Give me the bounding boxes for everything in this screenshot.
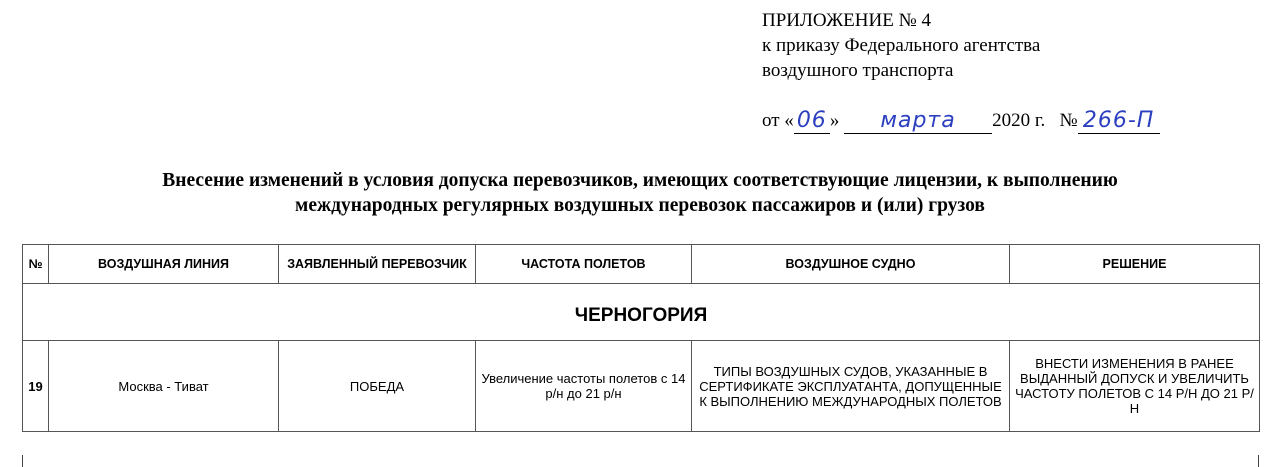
handwritten-month: марта bbox=[844, 111, 992, 134]
title-line-2: международных регулярных воздушных перевозок пассажиров и (или) грузов bbox=[295, 195, 985, 216]
date-prefix: от « bbox=[762, 110, 794, 131]
header-decision: РЕШЕНИЕ bbox=[1010, 245, 1260, 284]
permits-table bbox=[22, 244, 1260, 432]
row-decision: ВНЕСТИ ИЗМЕНЕНИЯ В РАНЕЕ ВЫДАННЫЙ ДОПУСК И УВЕЛИЧИТЬ ЧАСТОТУ ПОЛЕТОВ С 14 Р/Н ДО 21 Р/Н bbox=[1010, 341, 1260, 432]
order-date-line bbox=[762, 108, 1160, 134]
row-route: Москва - Тиват bbox=[49, 341, 279, 432]
appendix-order-line: к приказу Федерального агентства bbox=[762, 35, 1041, 56]
left-margin-tick bbox=[22, 455, 23, 467]
header-aircraft: ВОЗДУШНОЕ СУДНО bbox=[692, 245, 1010, 284]
row-aircraft: ТИПЫ ВОЗДУШНЫХ СУДОВ, УКАЗАННЫЕ В СЕРТИФИКАТЕ ЭКСПЛУАТАНТА, ДОПУЩЕННЫЕ К ВЫПОЛНЕНИЮ МЕЖДУНАРОДНЫХ ПОЛЕТОВ bbox=[692, 341, 1010, 432]
header-route: ВОЗДУШНАЯ ЛИНИЯ bbox=[49, 245, 279, 284]
header-carrier: ЗАЯВЛЕННЫЙ ПЕРЕВОЗЧИК bbox=[279, 245, 476, 284]
appendix-header bbox=[762, 8, 1040, 83]
title-line-1: Внесение изменений в условия допуска перевозчиков, имеющих соответствующие лицензии, к выполнению bbox=[162, 170, 1118, 191]
row-number: 19 bbox=[23, 341, 49, 432]
gap-cell bbox=[23, 284, 1260, 293]
header-number: № bbox=[23, 245, 49, 284]
date-year: 2020 г. bbox=[992, 110, 1046, 131]
table-header-row bbox=[23, 245, 1260, 284]
date-quote-close: » bbox=[829, 110, 840, 131]
appendix-title: ПРИЛОЖЕНИЕ № 4 bbox=[762, 10, 931, 31]
appendix-agency-line: воздушного транспорта bbox=[762, 60, 954, 81]
order-number-label: № bbox=[1059, 110, 1078, 131]
handwritten-order-number: 266-П bbox=[1078, 111, 1160, 134]
row-carrier: ПОБЕДА bbox=[279, 341, 476, 432]
handwritten-day: 06 bbox=[794, 111, 830, 134]
table-row bbox=[23, 341, 1260, 432]
document-title bbox=[0, 168, 1280, 218]
country-name: ЧЕРНОГОРИЯ bbox=[23, 292, 1260, 341]
right-margin-tick bbox=[1258, 455, 1259, 467]
row-frequency: Увеличение частоты полетов с 14 р/н до 21 р/н bbox=[476, 341, 692, 432]
table-gap-row bbox=[23, 284, 1260, 293]
header-frequency: ЧАСТОТА ПОЛЕТОВ bbox=[476, 245, 692, 284]
country-row bbox=[23, 292, 1260, 341]
